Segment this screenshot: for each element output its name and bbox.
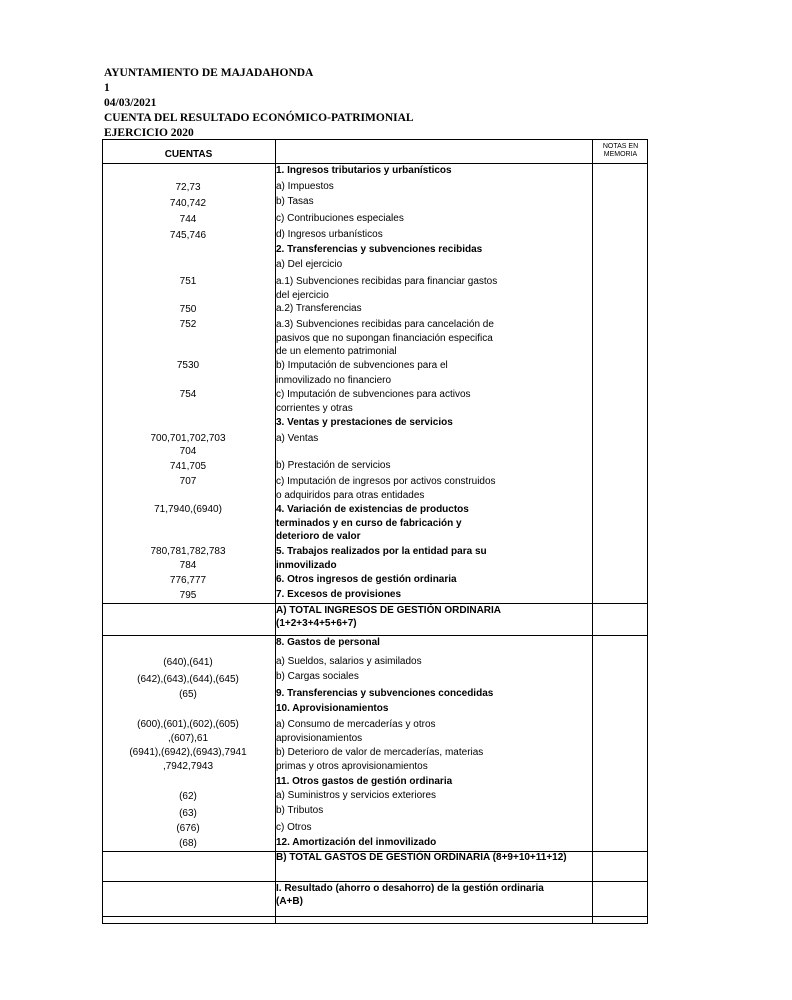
account-cell: (63) [179,808,197,819]
description-cell: inmovilizado [276,560,337,571]
entity-name: AYUNTAMIENTO DE MAJADAHONDA [104,67,314,79]
description-cell: d) Ingresos urbanísticos [276,229,383,240]
description-cell: b) Tasas [276,196,314,207]
resultado-label: I. Resultado (ahorro o desahorro) de la gestión ordinaria [276,883,544,894]
account-cell: (600),(601),(602),(605) [137,719,239,730]
account-cell: 740,742 [169,198,207,209]
account-cell: (62) [179,791,197,802]
description-cell: c) Otros [276,822,312,833]
report-header [104,66,414,141]
account-cell: 72,73 [175,182,201,193]
account-cell: 780,781,782,783 [150,546,226,557]
description-cell: c) Imputación de subvenciones para activos [276,389,471,400]
description-cell: a) Suministros y servicios exteriores [276,790,437,801]
report-date: 04/03/2021 [104,97,157,109]
account-cell: (676) [176,823,200,834]
account-cell: 707 [179,476,197,487]
description-cell: 10. Aprovisionamientos [276,703,389,714]
description-cell: 6. Otros ingresos de gestión ordinaria [276,574,457,585]
result-table [102,139,648,924]
description-cell: 8. Gastos de personal [276,637,380,648]
description-cell: pasivos que no supongan financiación especifica [276,333,493,344]
total-gastos-label: B) TOTAL GASTOS DE GESTIÓN ORDINARIA (8+9+10+11+12) [276,852,567,863]
description-cell: o adquiridos para otras entidades [276,490,425,501]
total-ingresos-formula: (1+2+3+4+5+6+7) [276,618,357,629]
account-cell: 776,777 [169,575,207,586]
description-cell: de un elemento patrimonial [276,346,397,357]
description-cell: 1. Ingresos tributarios y urbanísticos [276,165,452,176]
column-divider-notas [592,139,593,924]
account-cell: 741,705 [169,461,207,472]
account-cell: ,(607),61 [167,733,209,744]
account-cell: 784 [179,560,197,571]
description-cell: c) Imputación de ingresos por activos construidos [276,476,496,487]
account-cell: (642),(643),(644),(645) [137,674,239,685]
account-cell: 795 [179,590,197,601]
description-cell: a.2) Transferencias [276,303,362,314]
resultado-formula: (A+B) [276,896,303,907]
account-cell: (65) [179,689,197,700]
account-cell: 750 [179,304,197,315]
column-header-cuentas: CUENTAS [164,149,213,160]
account-cell: 744 [179,214,197,225]
account-cell: (6941),(6942),(6943),7941 [129,747,247,758]
description-cell: terminados y en curso de fabricación y [276,518,462,529]
description-cell: primas y otros aprovisionamientos [276,761,428,772]
description-cell: 7. Excesos de provisiones [276,589,402,600]
description-cell: inmovilizado no financiero [276,375,392,386]
description-cell: a) Consumo de mercaderías y otros [276,719,436,730]
description-cell: b) Tributos [276,805,324,816]
description-cell: a) Del ejercicio [276,259,343,270]
description-cell: b) Prestación de servicios [276,460,391,471]
description-cell: 11. Otros gastos de gestión ordinaria [276,776,453,787]
account-cell: 745,746 [169,230,207,241]
account-cell: 754 [179,389,197,400]
description-cell: b) Imputación de subvenciones para el [276,360,448,371]
description-cell: a.3) Subvenciones recibidas para cancelación de [276,319,494,330]
account-cell: 71,7940,(6940) [154,504,222,515]
description-cell: 2. Transferencias y subvenciones recibidas [276,244,483,255]
description-cell: a) Ventas [276,433,319,444]
description-cell: b) Deterioro de valor de mercaderías, materias [276,747,484,758]
page-number: 1 [104,82,110,94]
column-header-notas [593,143,648,159]
account-cell: (68) [179,838,197,849]
description-cell: a) Sueldos, salarios y asimilados [276,656,422,667]
description-cell: corrientes y otras [276,403,353,414]
description-cell: b) Cargas sociales [276,671,359,682]
account-cell: ,7942,7943 [162,761,214,772]
description-cell: 5. Trabajos realizados por la entidad para su [276,546,487,557]
account-cell: (640),(641) [163,657,213,668]
account-cell: 704 [179,446,197,457]
description-cell: 9. Transferencias y subvenciones concedidas [276,688,494,699]
table-border-bottom [102,923,648,924]
description-cell: a.1) Subvenciones recibidas para financiar gastos [276,276,498,287]
description-cell: 4. Variación de existencias de productos [276,504,469,515]
description-cell: c) Contribuciones especiales [276,213,404,224]
description-cell: a) Impuestos [276,181,334,192]
fiscal-period: EJERCICIO 2020 [104,127,194,139]
description-cell: del ejercicio [276,290,329,301]
account-cell: 7530 [176,360,200,371]
table-border-top [102,139,648,140]
notas-line-2: MEMORIA [603,151,638,158]
notas-line-1: NOTAS EN [602,143,639,150]
description-cell: aprovisionamientos [276,733,363,744]
row-separator [102,916,648,917]
account-cell: 700,701,702,703 [150,433,226,444]
total-ingresos-label: A) TOTAL INGRESOS DE GESTIÓN ORDINARIA [276,605,502,616]
account-cell: 752 [179,319,197,330]
account-cell: 751 [179,276,197,287]
table-border-right [647,139,648,924]
report-title: CUENTA DEL RESULTADO ECONÓMICO-PATRIMONIAL [104,112,414,124]
description-cell: deterioro de valor [276,531,361,542]
description-cell: 3. Ventas y prestaciones de servicios [276,417,453,428]
description-cell: 12. Amortización del inmovilizado [276,837,437,848]
